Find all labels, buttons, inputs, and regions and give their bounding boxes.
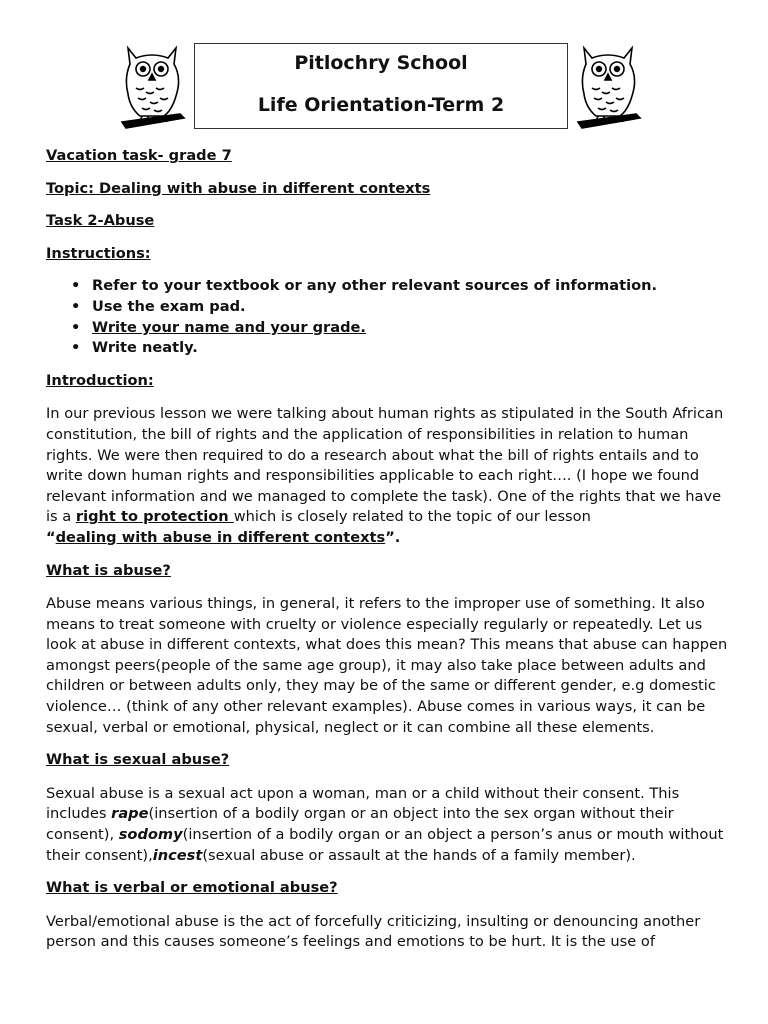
term-incest: incest — [152, 846, 203, 864]
term-sodomy: sodomy — [118, 826, 183, 844]
introduction-heading: Introduction: — [46, 371, 154, 389]
introduction-paragraph — [46, 404, 730, 548]
lesson-topic: dealing with abuse in different contexts — [55, 528, 386, 546]
list-item: • Refer to your textbook or any other relevant sources of information. — [92, 276, 730, 297]
right-to-protection: right to protection — [75, 508, 234, 526]
abuse-paragraph: Abuse means various things, in general, it refers to the improper use of something. It also means to treat someone with cruelty or violence especially regularly or repeatedly. Let us look at abuse in different contexts, what does this mean? This means that abuse can happen amongst peers(people of the same age group), it may also take place between adults and children or between adults only, they may be of the same or different gender, e.g domestic violence… (think of any other relevant examples). Abuse comes in various ways, it can be sexual, verbal or emotional, physical, neglect or it can combine all these elements. — [46, 595, 728, 736]
term-rape: rape — [111, 805, 149, 823]
quote-mark: ”. — [385, 528, 401, 546]
instructions-heading: Instructions: — [46, 244, 151, 262]
quote-mark: “ — [46, 528, 56, 546]
list-item: • Write neatly. — [92, 338, 730, 359]
sexual-abuse-text: (sexual abuse or assault at the hands of a family member). — [202, 846, 636, 864]
subject-title: Life Orientation-Term 2 — [257, 94, 505, 116]
list-item: • Write your name and your grade. — [92, 318, 730, 339]
intro-text: In our previous lesson we were talking about human rights as stipulated in the South African constitution, the bill of rights and the application of responsibilities in relation to human rights. We were then required to do a research about what the bill of rights entails and to write down human rights and responsibilities applicable to each right…. (I hope we found relevant information and we managed to complete the task). One of the rights that we have is a — [46, 405, 724, 526]
school-name: Pitlochry School — [294, 52, 468, 74]
sexual-abuse-text: (insertion of a bodily organ or an object into the sex organ without their consent), — [46, 805, 674, 844]
owl-icon — [574, 44, 642, 132]
title-box — [194, 43, 568, 129]
topic-heading: Topic: Dealing with abuse in different contexts — [46, 179, 431, 197]
task-heading: Task 2-Abuse — [46, 212, 155, 230]
list-item: • Use the exam pad. — [92, 297, 730, 318]
document-body — [46, 146, 730, 953]
verbal-abuse-heading: What is verbal or emotional abuse? — [46, 879, 338, 897]
intro-text: which is closely related to the topic of our lesson — [233, 508, 591, 526]
abuse-heading: What is abuse? — [46, 561, 171, 579]
sexual-abuse-paragraph — [46, 784, 730, 866]
owl-icon — [118, 44, 186, 132]
sexual-abuse-text: (insertion of a bodily organ or an object a person’s anus or mouth without their consent), — [46, 826, 724, 864]
instructions-list — [46, 276, 730, 358]
verbal-abuse-paragraph: Verbal/emotional abuse is the act of forcefully criticizing, insulting or denouncing another person and this causes someone’s feelings and emotions to be hurt. It is the use of — [46, 912, 701, 951]
sexual-abuse-text: Sexual abuse is a sexual act upon a woman, man or a child without their consent. This includes — [46, 784, 680, 823]
vacation-task-heading: Vacation task- grade 7 — [46, 147, 232, 164]
sexual-abuse-heading: What is sexual abuse? — [46, 751, 230, 769]
